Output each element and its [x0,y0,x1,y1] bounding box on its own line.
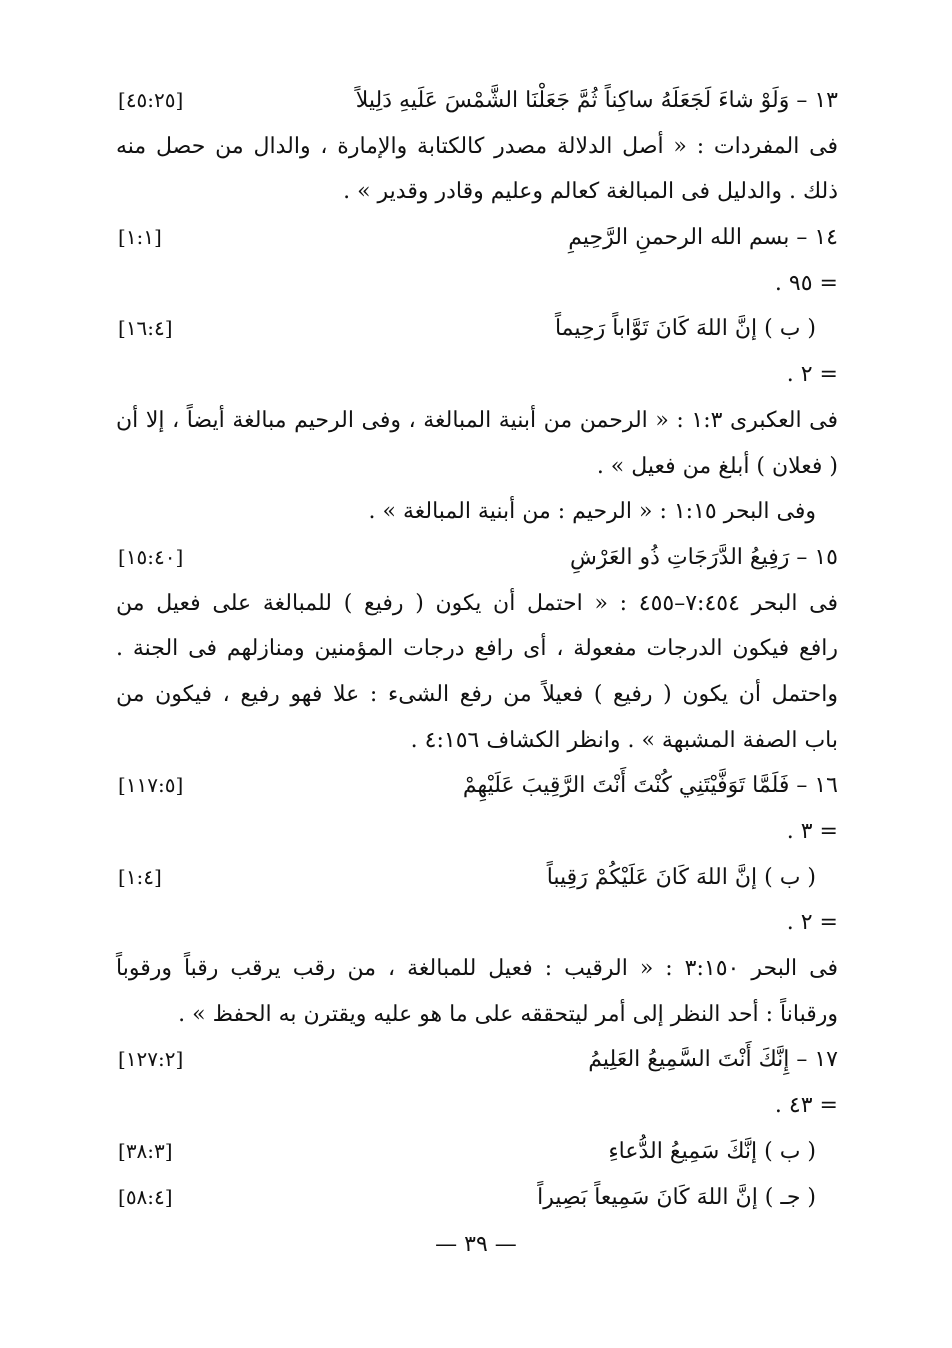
commentary-line [116,444,838,490]
verse-reference: [١١٧:٥] [118,773,184,798]
commentary-text: فى البحر ٧:٤٥٤–٤٥٥ : « احتمل أن يكون ( رفيع ) للمبالغة على فعيل من [116,590,838,616]
commentary-line [116,398,838,444]
verse-text: ( جـ ) إنَّ اللهَ كَانَ سَمِيعاً بَصِيراً [537,1184,816,1210]
verse-17 [116,1037,838,1083]
commentary-text: فى المفردات : « أصل الدلالة مصدر كالكتابة والإمارة ، والدال من حصل منه [116,133,838,159]
count-text: = ٢ . [786,910,838,936]
count-text: = ٩٥ . [774,270,838,296]
verse-reference: [١:١] [118,225,162,250]
verse-reference: [١٦:٤] [118,316,173,341]
verse-16 [116,763,838,809]
verse-14 [116,215,838,261]
verse-reference: [١٢٧:٢] [118,1047,184,1072]
count-line [116,809,838,855]
commentary-line [116,626,838,672]
commentary-text: باب الصفة المشبهة » . وانظر الكشاف ٤:١٥٦ . [410,727,838,753]
verse-reference: [٥٨:٤] [118,1184,173,1209]
verse-reference: [٤٥:٢٥] [118,88,184,112]
verse-13 [116,78,838,124]
commentary-line [116,489,838,535]
count-text: = ٤٣ . [774,1093,838,1119]
verse-text: ١٣ – وَلَوْ شاءَ لَجَعَلَهُ ساكِناً ثُمَّ جَعَلْنَا الشَّمْسَ عَلَيهِ دَلِيلاً [355,88,838,113]
verse-text: ( ب ) إنَّ اللهَ كَانَ عَلَيْكُمْ رَقِيباً [546,864,816,890]
commentary-text: رافع فيكون الدرجات مفعولة ، أى رافع درجات المؤمنين ومنازلهم فى الجنة . [116,636,838,662]
verse-reference: [١:٤] [118,864,162,889]
commentary-text: ( فعلان ) أبلغ من فعيل » . [596,453,838,479]
verse-17-c [116,1175,838,1221]
commentary-text: وفى البحر ١:١٥ : « الرحيم : من أبنية المبالغة » . [368,499,816,525]
commentary-text: فى العكبرى ١:٣ : « الرحمن من أبنية المبالغة ، وفى الرحيم مبالغة أيضاً ، إلا أن [116,407,838,433]
count-line [116,261,838,307]
commentary-text: فى البحر ٣:١٥٠ : « الرقيب : فعيل للمبالغة ، من رقب يرقب رقباً ورقوباً [116,956,838,982]
commentary-line [116,169,838,215]
count-text: = ٣ . [786,819,838,844]
commentary-line [116,946,838,992]
commentary-line [116,718,838,764]
count-text: = ٢ . [786,362,838,388]
page-number: — ٣٩ — [435,1232,517,1257]
verse-14-b [116,306,838,352]
verse-text: ( ب ) إنَّكَ سَمِيعُ الدُّعاءِ [608,1138,816,1164]
text-block [116,78,838,1220]
commentary-text: واحتمل أن يكون ( رفيع ) فعيلاً من رفع الشىء : علا فهو رفيع ، فيكون من [116,681,838,707]
verse-text: ١٧ – إِنَّكَ أَنْتَ السَّمِيعُ العَلِيمُ [588,1047,838,1073]
commentary-line [116,124,838,170]
verse-text: ( ب ) إنَّ اللهَ كَانَ تَوَّاباً رَحِيماً [554,316,816,342]
verse-16-b [116,855,838,901]
count-line [116,1083,838,1129]
verse-15 [116,535,838,581]
commentary-line [116,992,838,1038]
verse-17-b [116,1129,838,1175]
count-line [116,352,838,398]
verse-text: ١٤ – بسم الله الرحمنِ الرَّحِيمِ [568,225,838,251]
verse-reference: [١٥:٤٠] [118,544,184,569]
commentary-line [116,672,838,718]
count-line [116,900,838,946]
verse-text: ١٦ – فَلَمَّا تَوَفَّيْتَنِي كُنْتَ أَنْتَ الرَّقِيبَ عَلَيْهِمْ [462,773,838,799]
verse-text: ١٥ – رَفِيعُ الدَّرَجَاتِ ذُو العَرْشِ [570,544,838,570]
commentary-line [116,581,838,627]
commentary-text: ذلك . والدليل فى المبالغة كعالم وعليم وقادر وقدير » . [343,179,838,205]
verse-reference: [٣٨:٣] [118,1138,173,1163]
commentary-text: ورقباناً : أحد النظر إلى أمر ليتحققه على ما هو عليه ويقترن به الحفظ » . [178,1001,838,1027]
